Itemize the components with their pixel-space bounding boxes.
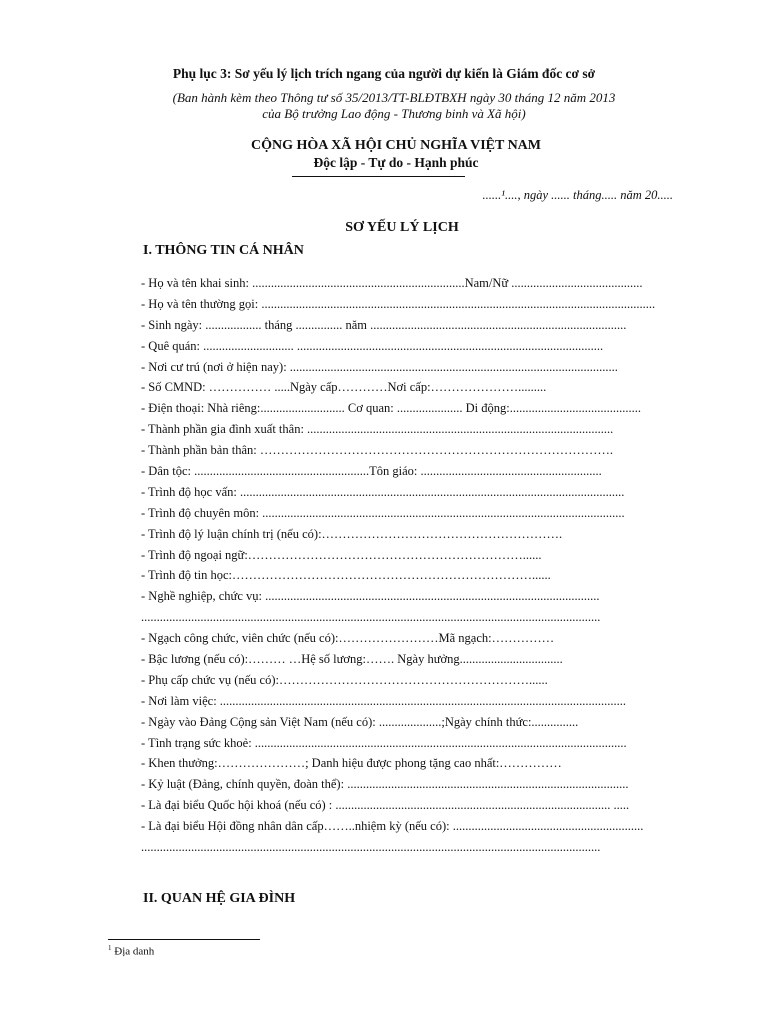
- form-field-line: - Là đại biểu Quốc hội khoá (nếu có) : ........................................................................................ .....: [141, 798, 630, 813]
- issued-by-line-1: (Ban hành kèm theo Thông tư số 35/2013/TT-BLĐTBXH ngày 30 tháng 12 năm 2013: [172, 90, 616, 105]
- place-date-line: ......¹...., ngày ...... tháng..... năm 20.....: [482, 188, 673, 202]
- form-field-line: - Trình độ chuyên môn: ....................................................................................................................: [141, 505, 625, 520]
- personal-info-fields: [141, 273, 686, 858]
- section-1-title: I. THÔNG TIN CÁ NHÂN: [143, 243, 304, 258]
- motto-underline: [292, 176, 465, 177]
- form-field-line: - Nơi cư trú (nơi ở hiện nay): .........................................................................................................: [141, 359, 618, 374]
- form-field-line: - Quê quán: ............................. ..................................................................................................: [141, 338, 604, 353]
- issued-by-line-2: của Bộ trưởng Lao động - Thương binh và Xã hội): [262, 106, 526, 121]
- form-field-line: - Ngạch công chức, viên chức (nếu có):……………………Mã ngạch:……………: [141, 631, 555, 646]
- form-field-line: - Họ và tên thường gọi: ..............................................................................................................................: [141, 296, 656, 311]
- form-field-line: - Ngày vào Đảng Cộng sản Việt Nam (nếu có): ....................;Ngày chính thức:...............: [141, 714, 579, 729]
- form-field-line: - Sinh ngày: .................. tháng ............... năm ..................................................................................: [141, 317, 627, 332]
- form-field-line: - Kỷ luật (Đảng, chính quyền, đoàn thể): ..........................................................................................: [141, 777, 629, 792]
- form-field-line: - Nơi làm việc: ..................................................................................................................................: [141, 693, 627, 708]
- form-field-line: - Tình trạng sức khoẻ: .......................................................................................................................: [141, 735, 627, 750]
- form-field-line: - Phụ cấp chức vụ (nếu có):……………………………………………………......: [141, 672, 548, 687]
- form-field-line: - Khen thưởng:…………………; Danh hiệu được phong tặng cao nhất:……………: [141, 756, 562, 771]
- footnote-text: Địa danh: [111, 945, 155, 958]
- form-field-line: - Trình độ học vấn: ...........................................................................................................................: [141, 484, 625, 499]
- form-field-line: - Số CMND: …………… .....Ngày cấp…………Nơi cấp:………………….........: [141, 380, 547, 395]
- document-title: SƠ YẾU LÝ LỊCH: [345, 220, 459, 235]
- form-field-line: - Thành phần bản thân: ………………………………………………………………………….: [141, 443, 613, 458]
- form-field-line: - Trình độ ngoại ngữ:…………………………………………………………......: [141, 547, 542, 562]
- form-field-line: - Trình độ lý luận chính trị (nếu có):………………………………………………….: [141, 526, 563, 541]
- form-field-line: - Họ và tên khai sinh: ....................................................................Nam/Nữ ..........................................: [141, 276, 643, 290]
- national-motto: Độc lập - Tự do - Hạnh phúc: [313, 155, 479, 170]
- appendix-title: Phụ lục 3: Sơ yếu lý lịch trích ngang của người dự kiến là Giám đốc cơ sở: [172, 66, 596, 81]
- form-field-line: - Dân tộc: ........................................................Tôn giáo: ..........................................................: [141, 464, 602, 479]
- section-2-title: II. QUAN HỆ GIA ĐÌNH: [143, 891, 296, 906]
- form-field-line: - Thành phần gia đình xuất thân: ..................................................................................................: [141, 422, 614, 437]
- form-field-line: - Trình độ tin học:………………………………………………………………......: [141, 568, 551, 583]
- national-name: CỘNG HÒA XÃ HỘI CHỦ NGHĨA VIỆT NAM: [250, 138, 541, 153]
- form-field-line: - Nghề nghiệp, chức vụ: ...........................................................................................................: [141, 589, 600, 604]
- form-field-line: - Bậc lương (nếu có):……… …Hệ số lương:……. Ngày hưởng.................................: [141, 652, 563, 667]
- footnote: [108, 944, 154, 958]
- form-field-line: ...................................................................................................................................................: [141, 840, 601, 855]
- form-field-line: ...................................................................................................................................................: [141, 610, 601, 625]
- footnote-marker: 1: [108, 944, 112, 952]
- footnote-divider: [108, 939, 260, 940]
- form-field-line: - Điện thoại: Nhà riêng:........................... Cơ quan: ..................... Di động:..........................................: [141, 401, 641, 416]
- form-field-line: - Là đại biểu Hội đồng nhân dân cấp……..nhiệm kỳ (nếu có): .............................................................: [141, 819, 644, 834]
